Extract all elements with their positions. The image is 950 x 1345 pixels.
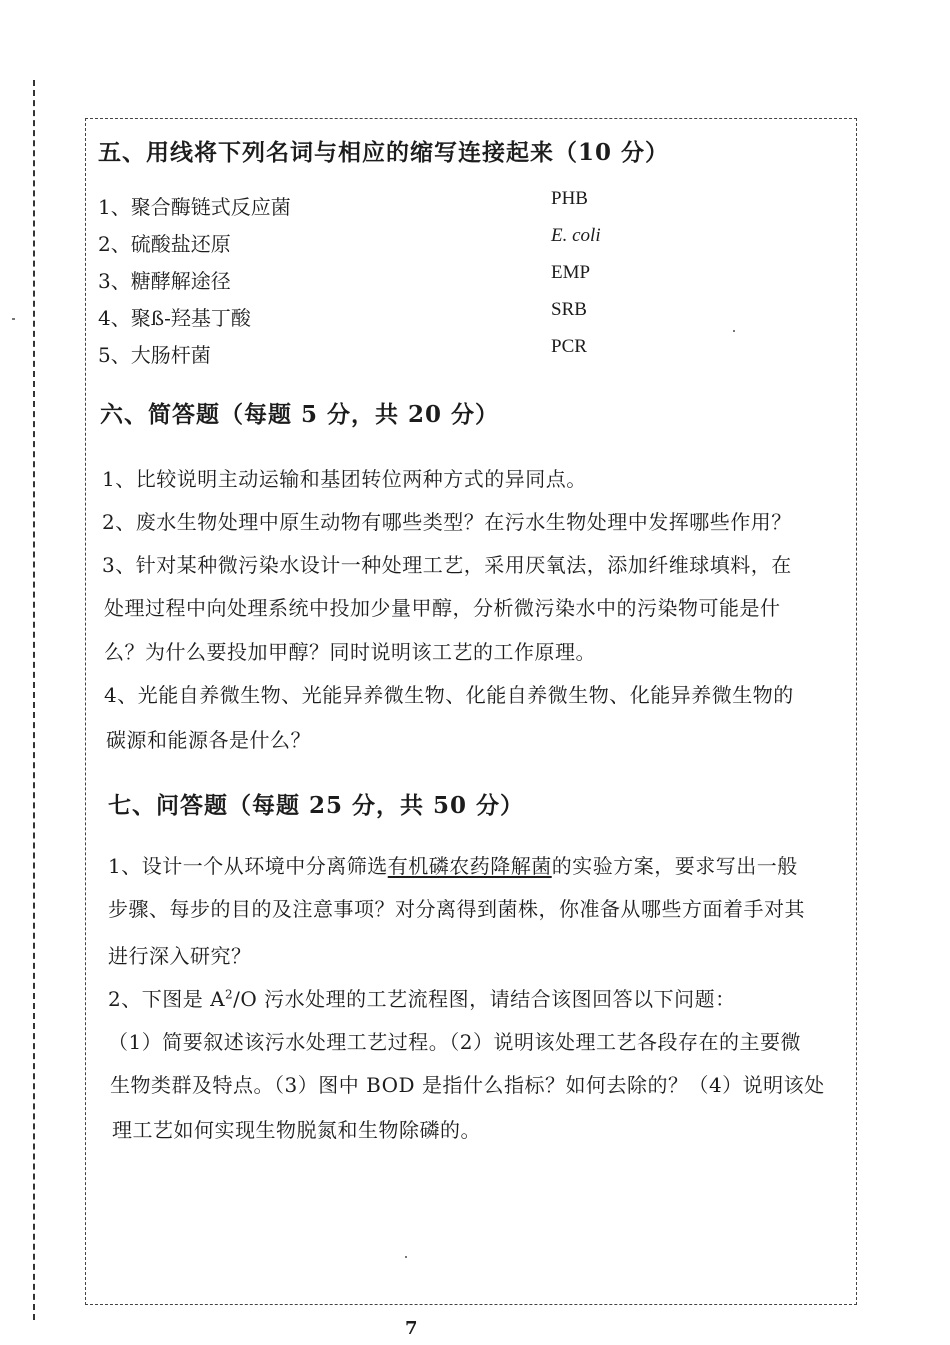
s7-q2-line-3: 生物类群及特点。（3）图中 BOD 是指什么指标？如何去除的？（4）说明该处 <box>110 1073 825 1097</box>
abbr-1: PHB <box>551 188 588 209</box>
abbr-3: EMP <box>551 262 591 283</box>
section-7-title: 七、问答题（每题 25 分，共 50 分） <box>108 792 525 819</box>
s7-q2-line-4: 理工艺如何实现生物脱氮和生物除磷的。 <box>112 1118 481 1142</box>
term-2: 2、硫酸盐还原 <box>98 232 231 256</box>
page-number: 7 <box>405 1318 418 1339</box>
s7-q1-line-2: 步骤、每步的目的及注意事项？对分离得到菌株，你准备从哪些方面着手对其 <box>108 897 805 921</box>
s7-q2-suffix: /O 污水处理的工艺流程图，请结合该图回答以下问题： <box>233 987 736 1011</box>
binding-line <box>33 80 35 1320</box>
term-4: 4、聚ß-羟基丁酸 <box>98 306 251 330</box>
scan-speck <box>12 318 15 320</box>
s7-q1-line-1 <box>108 850 798 879</box>
s6-line-4: 处理过程中向处理系统中投加少量甲醇，分析微污染水中的污染物可能是什 <box>104 596 781 620</box>
s7-q1-line-3: 进行深入研究？ <box>108 944 252 968</box>
s6-line-7: 碳源和能源各是什么？ <box>106 728 311 752</box>
section-6-title: 六、简答题（每题 5 分，共 20 分） <box>100 401 500 428</box>
s6-line-6: 4、光能自养微生物、光能异养微生物、化能自养微生物、化能异养微生物的 <box>104 683 794 707</box>
s7-q1-suffix: 的实验方案，要求写出一般 <box>551 854 798 878</box>
abbr-4: SRB <box>551 299 587 320</box>
s7-q1-prefix: 1、设计一个从环境中分离筛选 <box>108 854 388 878</box>
abbr-5: PCR <box>551 336 587 357</box>
term-1: 1、聚合酶链式反应菌 <box>98 195 291 219</box>
s6-line-3: 3、针对某种微污染水设计一种处理工艺，采用厌氧法，添加纤维球填料，在 <box>102 553 792 577</box>
scan-speck <box>733 330 735 332</box>
s7-q2-prefix: 2、下图是 A <box>108 987 226 1011</box>
section-5-title: 五、用线将下列名词与相应的缩写连接起来（10 分） <box>98 139 670 166</box>
s7-q2-line-2: （1）简要叙述该污水处理工艺过程。（2）说明该处理工艺各段存在的主要微 <box>108 1030 801 1054</box>
abbr-2: E. coli <box>551 225 601 246</box>
s7-q1-underlined: 有机磷农药降解菌 <box>387 854 552 878</box>
term-3: 3、糖酵解途径 <box>98 269 231 293</box>
s6-line-1: 1、比较说明主动运输和基团转位两种方式的异同点。 <box>102 467 587 491</box>
s6-line-2: 2、废水生物处理中原生动物有哪些类型？在污水生物处理中发挥哪些作用？ <box>102 510 792 534</box>
s7-q2-sup: 2 <box>225 987 234 1002</box>
s7-q2-line-1 <box>108 983 736 1012</box>
scan-speck <box>405 1256 407 1258</box>
term-5: 5、大肠杆菌 <box>98 343 211 367</box>
s6-line-5: 么？为什么要投加甲醇？同时说明该工艺的工作原理。 <box>104 640 596 664</box>
